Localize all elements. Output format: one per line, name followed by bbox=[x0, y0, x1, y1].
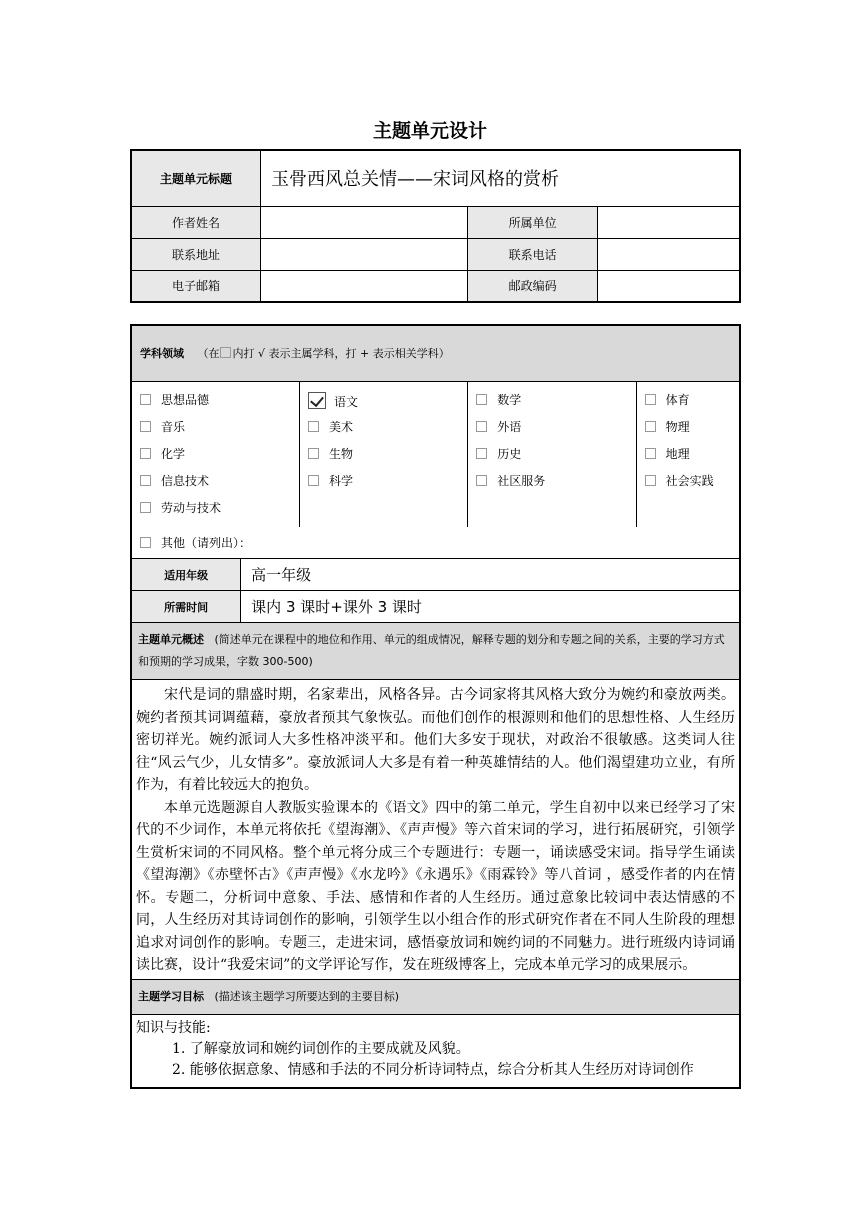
subject-column-4 bbox=[636, 381, 740, 527]
subject-item[interactable] bbox=[140, 500, 299, 527]
subject-item[interactable] bbox=[645, 392, 739, 419]
subject-area-note: （在 bbox=[197, 347, 220, 361]
checkbox-icon[interactable] bbox=[645, 475, 656, 486]
subject-item[interactable] bbox=[476, 392, 635, 419]
phone-label: 联系电话 bbox=[468, 238, 598, 270]
subject-label: 劳动与技术 bbox=[161, 500, 222, 515]
checkbox-icon[interactable] bbox=[645, 394, 656, 405]
phone-field[interactable] bbox=[597, 238, 740, 270]
subject-label: 科学 bbox=[328, 473, 353, 488]
checkbox-icon[interactable] bbox=[476, 394, 487, 405]
address-label: 联系地址 bbox=[131, 238, 261, 270]
page-title: 主题单元设计 bbox=[372, 120, 487, 142]
subject-label: 音乐 bbox=[161, 419, 186, 434]
duration-value: 课内 3 课时+课外 3 课时 bbox=[241, 591, 740, 623]
goals-label: 主题学习目标 bbox=[138, 989, 204, 1003]
subject-item[interactable] bbox=[140, 473, 299, 500]
overview-paragraph-1: 宋代是词的鼎盛时期，名家辈出，风格各异。古今词家将其风格大致分为婉约和豪放两类。婉约者预其词调蕴藉，豪放者预其气象恢弘。而他们创作的根源则和他们的思想性格、人生经历密切祥光。婉约派词人大多性格冲淡平和。他们大多安于现状，对政治不很敏感。这类词人往往“风云气少，儿女情多”。豪放派词人大多是有着一种英雄情结的人。他们渴望建功立业，有所作为，有着比较远大的抱负。 bbox=[136, 687, 735, 793]
checkbox-icon[interactable] bbox=[140, 475, 151, 486]
checkbox-icon[interactable] bbox=[140, 502, 151, 513]
checkbox-icon[interactable] bbox=[140, 448, 151, 459]
grade-label: 适用年级 bbox=[131, 559, 241, 591]
checkbox-icon[interactable] bbox=[308, 448, 319, 459]
overview-body bbox=[131, 680, 740, 980]
subject-label: 外语 bbox=[497, 419, 522, 434]
subject-grid bbox=[131, 381, 740, 527]
checkbox-icon[interactable] bbox=[476, 448, 487, 459]
subject-item[interactable] bbox=[645, 419, 739, 446]
subject-label: 社区服务 bbox=[497, 473, 546, 488]
author-field[interactable] bbox=[261, 206, 468, 238]
subject-area-note-2: 内打 √ 表示主属学科，打 + 表示相关学科） bbox=[232, 347, 450, 361]
subject-item[interactable] bbox=[140, 446, 299, 473]
design-table bbox=[130, 324, 741, 1089]
subject-label: 语文 bbox=[333, 394, 358, 409]
subject-label: 体育 bbox=[665, 392, 690, 407]
checkbox-icon[interactable] bbox=[645, 448, 656, 459]
subject-column-2 bbox=[299, 381, 467, 527]
subject-item[interactable] bbox=[140, 419, 299, 446]
subject-column-1 bbox=[131, 381, 299, 527]
goals-header bbox=[131, 979, 740, 1014]
overview-note: (简述单元在课程中的地位和作用、单元的组成情况，解释专题的划分和专题之间的关系，主要的学习方式和预期的学习成果，字数 300-500) bbox=[138, 633, 725, 668]
subject-label: 生物 bbox=[328, 446, 353, 461]
checkbox-sample-icon bbox=[220, 347, 231, 358]
checkbox-icon[interactable] bbox=[308, 421, 319, 432]
grade-value: 高一年级 bbox=[241, 559, 740, 591]
other-subjects-checkbox[interactable] bbox=[140, 537, 151, 548]
subject-label: 思想品德 bbox=[161, 392, 210, 407]
other-subjects-label: 其他（请列出）： bbox=[161, 535, 252, 550]
goal-item-1: 1. 了解豪放词和婉约词创作的主要成就及风貌。 bbox=[172, 1040, 470, 1057]
goals-note: (描述该主题学习所要达到的主要目标) bbox=[214, 989, 400, 1003]
subject-label: 数学 bbox=[497, 392, 522, 407]
subject-item[interactable] bbox=[308, 419, 467, 446]
unit-field[interactable] bbox=[597, 206, 740, 238]
email-field[interactable] bbox=[261, 270, 468, 302]
subject-label: 社会实践 bbox=[665, 473, 714, 488]
overview-header bbox=[131, 623, 740, 680]
subject-label: 美术 bbox=[328, 419, 353, 434]
checkbox-icon[interactable] bbox=[140, 394, 151, 405]
other-subjects-row bbox=[131, 527, 740, 559]
checkbox-icon[interactable] bbox=[476, 421, 487, 432]
subject-item[interactable] bbox=[140, 392, 299, 419]
unit-title-label: 主题单元标题 bbox=[131, 150, 261, 206]
subject-item[interactable] bbox=[645, 473, 739, 500]
subject-label: 信息技术 bbox=[161, 473, 210, 488]
postcode-field[interactable] bbox=[597, 270, 740, 302]
checkbox-icon[interactable] bbox=[308, 475, 319, 486]
checkbox-checked-icon[interactable] bbox=[308, 392, 326, 409]
subject-label: 化学 bbox=[161, 446, 186, 461]
goals-heading: 知识与技能: bbox=[136, 1019, 211, 1036]
checkbox-icon[interactable] bbox=[476, 475, 487, 486]
subject-label: 地理 bbox=[665, 446, 690, 461]
subject-area-header bbox=[131, 325, 740, 381]
email-label: 电子邮箱 bbox=[131, 270, 261, 302]
subject-label: 历史 bbox=[497, 446, 522, 461]
postcode-label: 邮政编码 bbox=[468, 270, 598, 302]
subject-item[interactable] bbox=[476, 446, 635, 473]
subject-item[interactable] bbox=[308, 446, 467, 473]
checkbox-icon[interactable] bbox=[645, 421, 656, 432]
goal-item-2: 2. 能够依据意象、情感和手法的不同分析诗词特点，综合分析其人生经历对诗词创作 bbox=[172, 1061, 694, 1078]
goals-body bbox=[131, 1014, 740, 1088]
subject-item[interactable] bbox=[645, 446, 739, 473]
address-field[interactable] bbox=[261, 238, 468, 270]
author-label: 作者姓名 bbox=[131, 206, 261, 238]
subject-item[interactable] bbox=[476, 419, 635, 446]
subject-column-3 bbox=[468, 381, 636, 527]
info-table bbox=[130, 149, 741, 303]
subject-area-label: 学科领域 bbox=[140, 347, 184, 361]
checkbox-icon[interactable] bbox=[140, 421, 151, 432]
unit-title-value: 玉骨西风总关情——宋词风格的赏析 bbox=[261, 150, 740, 206]
subject-item[interactable] bbox=[308, 392, 467, 419]
subject-item[interactable] bbox=[476, 473, 635, 500]
subject-item[interactable] bbox=[308, 473, 467, 500]
unit-label: 所属单位 bbox=[468, 206, 598, 238]
overview-label: 主题单元概述 bbox=[138, 633, 204, 646]
overview-paragraph-2: 本单元选题源自人教版实验课本的《语文》四中的第二单元，学生自初中以来已经学习了宋代的不少词作，本单元将依托《望海潮》、《声声慢》等六首宋词的学习，进行拓展研究，引领学生赏析宋词的不同风格。整个单元将分成三个专题进行：专题一，诵读感受宋词。指导学生诵读《望海潮》《赤壁怀古》《声声慢》《水龙吟》《永遇乐》《雨霖铃》等八首词 ，感受作者的内在情怀。专题二，分析词中意象、手法、感情和作者的人生经历。通过意象比较词中表达情感的不同，人生经历对其诗词创作的影响，引领学生以小组合作的形式研究作者在不同人生阶段的理想追求对词创作的影响。专题三，走进宋词，感悟豪放词和婉约词的不同魅力。进行班级内诗词诵读比赛，设计“我爱宋词”的文学评论写作，发在班级博客上，完成本单元学习的成果展示。 bbox=[136, 799, 735, 973]
duration-label: 所需时间 bbox=[131, 591, 241, 623]
subject-label: 物理 bbox=[665, 419, 690, 434]
